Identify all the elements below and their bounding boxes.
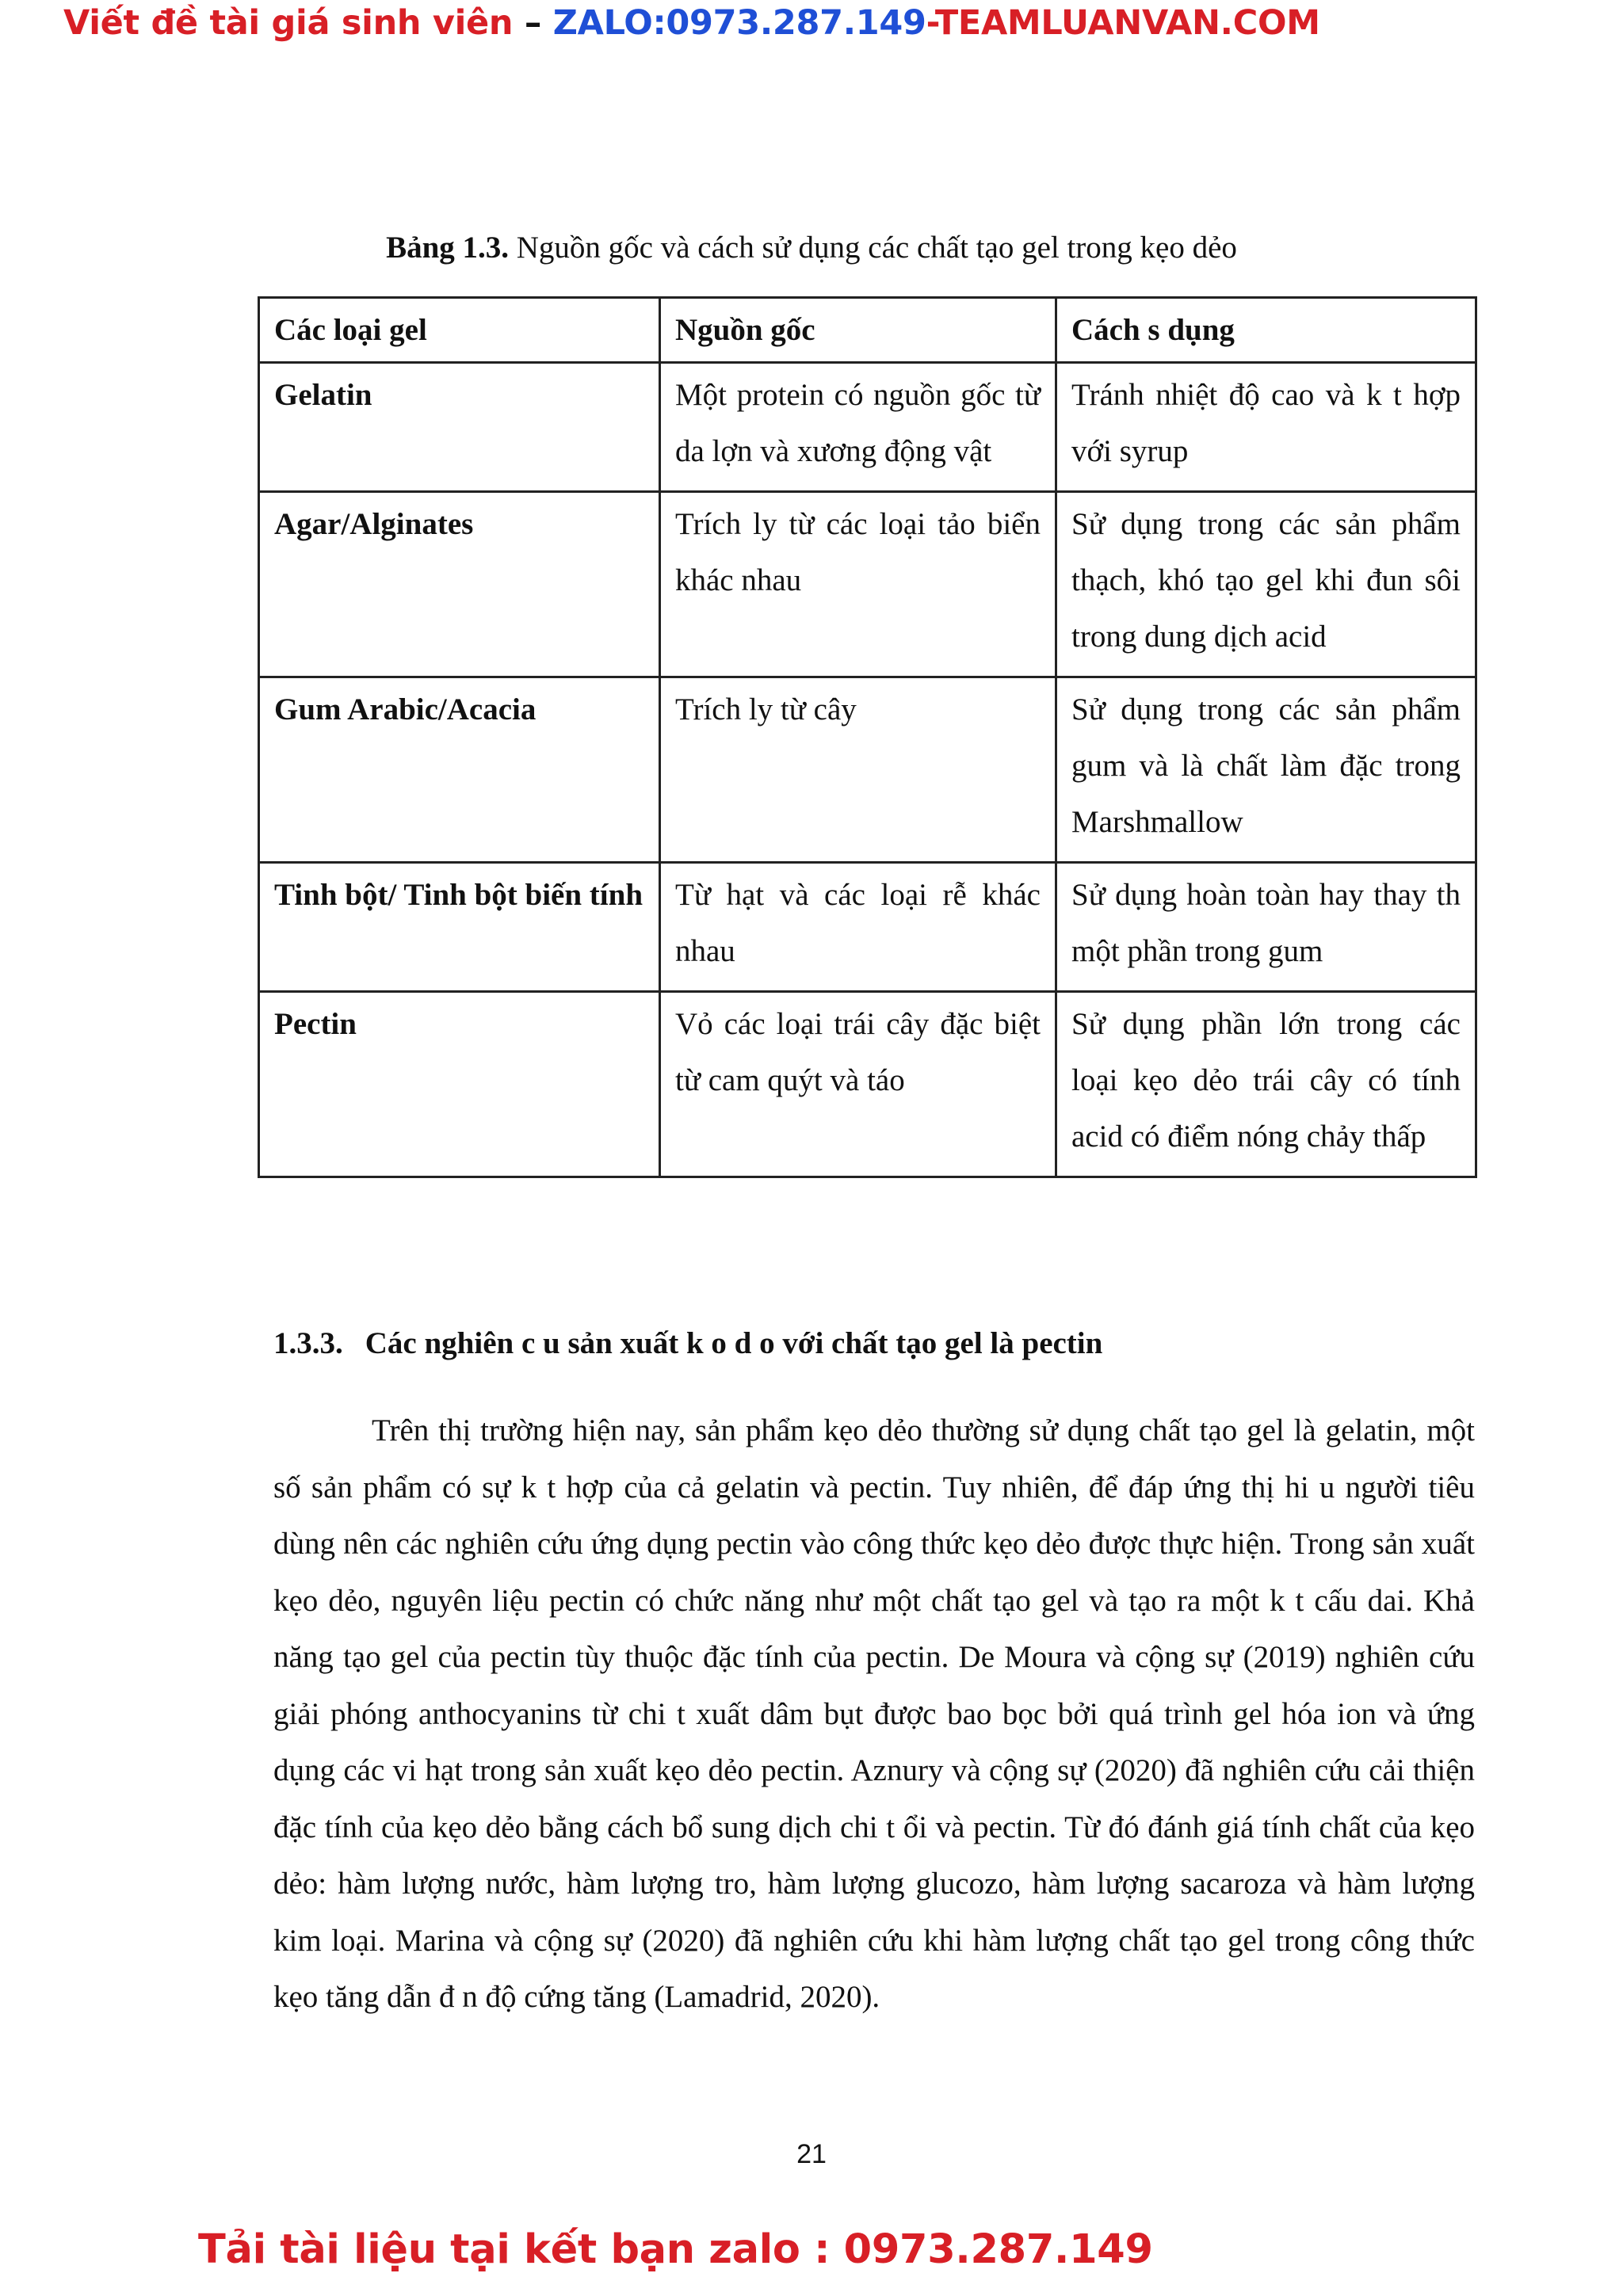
bottom-watermark-banner: Tải tài liệu tại kết bạn zalo : 0973.287.149 bbox=[198, 2226, 1153, 2273]
banner-site-name: -TEAMLUANVAN.COM bbox=[926, 3, 1320, 43]
body-paragraph: Trên thị trường hiện nay, sản phẩm kẹo dẻo thường sử dụng chất tạo gel là gelatin, một số sản phẩm có sự k t hợp của cả gelatin và pectin. Tuy nhiên, để đáp ứng thị hi u người tiêu dùng nên các nghiên cứu ứng dụng pectin vào công thức kẹo dẻo được thực hiện. Trong sản xuất kẹo dẻo, nguyên liệu pectin có chức năng như một chất tạo gel và tạo ra một k t cấu dai. Khả năng tạo gel của pectin tùy thuộc đặc tính của pectin. De Moura và cộng sự (2019) nghiên cứu giải phóng anthocyanins từ chi t xuất dâm bụt được bao bọc bởi quá trình gel hóa ion và ứng dụng các vi hạt trong sản xuất kẹo dẻo pectin. Aznury và cộng sự (2020) đã nghiên cứu cải thiện đặc tính của kẹo dẻo bằng cách bổ sung dịch chi t ổi và pectin. Từ đó đánh giá tính chất của kẹo dẻo: hàm lượng nước, hàm lượng tro, hàm lượng glucozo, hàm lượng sacaroza và hàm lượng kim loại. Marina và cộng sự (2020) đã nghiên cứu khi hàm lượng chất tạo gel trong công thức kẹo tăng dẫn đ n độ cứng tăng (Lamadrid, 2020). bbox=[273, 1413, 1475, 2014]
top-watermark-banner bbox=[63, 3, 1320, 43]
table-row bbox=[259, 992, 1476, 1177]
cell-usage: Sử dụng phần lớn trong các loại kẹo dẻo trái cây có tính acid có điểm nóng chảy thấp bbox=[1056, 992, 1476, 1177]
cell-usage: Sử dụng trong các sản phẩm thạch, khó tạo gel khi đun sôi trong dung dịch acid bbox=[1056, 492, 1476, 677]
table-caption bbox=[0, 230, 1623, 265]
section-number: 1.3.3. bbox=[273, 1326, 343, 1360]
cell-gel-name: Gelatin bbox=[259, 363, 660, 492]
cell-usage: Sử dụng hoàn toàn hay thay th một phần trong gum bbox=[1056, 863, 1476, 992]
table-row bbox=[259, 677, 1476, 863]
cell-origin: Vỏ các loại trái cây đặc biệt từ cam quýt và táo bbox=[660, 992, 1056, 1177]
table-row bbox=[259, 363, 1476, 492]
section-title: Các nghiên c u sản xuất k o d o với chất tạo gel là pectin bbox=[365, 1326, 1103, 1360]
cell-usage: Sử dụng trong các sản phẩm gum và là chất làm đặc trong Marshmallow bbox=[1056, 677, 1476, 863]
cell-origin: Trích ly từ cây bbox=[660, 677, 1056, 863]
cell-origin: Một protein có nguồn gốc từ da lợn và xương động vật bbox=[660, 363, 1056, 492]
table-row bbox=[259, 492, 1476, 677]
cell-gel-name: Pectin bbox=[259, 992, 660, 1177]
table-header-row bbox=[259, 298, 1476, 363]
page-number: 21 bbox=[796, 2139, 827, 2169]
section-heading bbox=[273, 1325, 1102, 1361]
cell-gel-name: Tinh bột/ Tinh bột biến tính bbox=[259, 863, 660, 992]
cell-origin: Trích ly từ các loại tảo biển khác nhau bbox=[660, 492, 1056, 677]
cell-origin: Từ hạt và các loại rễ khác nhau bbox=[660, 863, 1056, 992]
table-row bbox=[259, 863, 1476, 992]
header-gel-types: Các loại gel bbox=[259, 298, 660, 363]
cell-gel-name: Gum Arabic/Acacia bbox=[259, 677, 660, 863]
banner-text-part1: Viết đề tài giá sinh viên bbox=[63, 3, 525, 43]
table-caption-label: Bảng 1.3. bbox=[386, 231, 510, 265]
header-origin: Nguồn gốc bbox=[660, 298, 1056, 363]
cell-usage: Tránh nhiệt độ cao và k t hợp với syrup bbox=[1056, 363, 1476, 492]
cell-gel-name: Agar/Alginates bbox=[259, 492, 660, 677]
header-usage: Cách s dụng bbox=[1056, 298, 1476, 363]
banner-zalo-number: ZALO:0973.287.149 bbox=[541, 3, 926, 43]
banner-dash: – bbox=[524, 3, 542, 43]
gel-agents-table bbox=[258, 296, 1477, 1178]
table-caption-text: Nguồn gốc và cách sử dụng các chất tạo gel trong kẹo dẻo bbox=[509, 231, 1237, 265]
